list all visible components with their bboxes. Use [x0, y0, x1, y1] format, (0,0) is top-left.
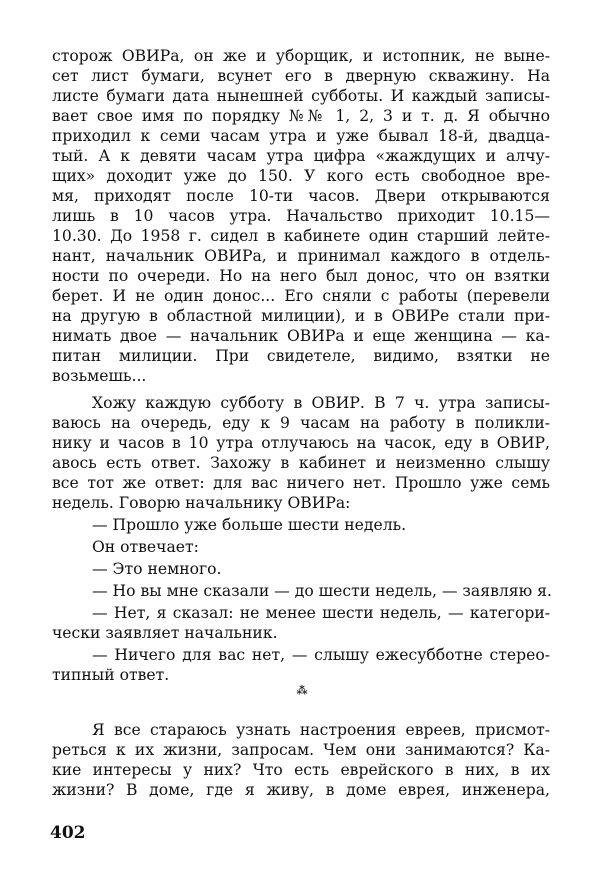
- text-line: Я все стараюсь узнать настроения евреев, присмот-: [92, 721, 550, 739]
- text-line: 10.30. До 1958 г. сидел в кабинете один старший лейте-: [52, 227, 550, 245]
- text-line: на другую в областной милиции), и в ОВИРе стали при-: [52, 307, 550, 325]
- text-line: тый. А к девяти часам утра цифра «жаждущих и алчу-: [52, 147, 550, 165]
- text-line: нику и часов в 10 утра отлучаюсь на часок, еду в ОВИР,: [52, 434, 550, 452]
- text-line: щих» доходит уже до 150. У кого есть свободное вре-: [52, 167, 550, 185]
- text-line: авось есть ответ. Захожу в кабинет и неизменно слышу: [52, 454, 550, 472]
- text-line: питан милиции. При свидетеле, видимо, взятки не: [52, 347, 550, 365]
- text-line: сет лист бумаги, всунет его в дверную скважину. На: [52, 67, 550, 85]
- text-line: Хожу каждую субботу в ОВИР. В 7 ч. утра записы-: [92, 394, 550, 412]
- page-number: 402: [50, 823, 86, 843]
- text-line: вает свое имя по порядку №№ 1, 2, 3 и т. д. Я обычно: [52, 107, 550, 125]
- text-line: ности по очереди. Но на него был донос, что он взятки: [52, 267, 550, 285]
- text-line: нант, начальник ОВИРа, и принимал каждого в отдель-: [52, 247, 550, 265]
- text-line: приходил к семи часам утра и уже бывал 18-й, двадца-: [52, 127, 550, 145]
- text-line: — Прошло уже больше шести недель.: [92, 516, 407, 534]
- text-line: листе бумаги дата нынешней субботы. И каждый записы-: [52, 87, 550, 105]
- text-line: типный ответ.: [52, 666, 170, 684]
- text-line: недель. Говорю начальнику ОВИРа:: [52, 494, 351, 512]
- text-line: сторож ОВИРа, он же и уборщик, и истопник, не выне-: [52, 47, 550, 65]
- text-line: Он отвечает:: [92, 538, 199, 556]
- text-line: — Но вы мне сказали — до шести недель, — заявляю я.: [92, 582, 552, 600]
- text-line: все тот же ответ: для вас ничего нет. Прошло уже семь: [52, 474, 550, 492]
- text-line: жизни? В доме, где я живу, в доме еврея, инженера,: [52, 781, 550, 799]
- text-line: лишь в 10 часов утра. Начальство приходит 10.15—: [52, 207, 550, 225]
- text-line: мя, приходят после 10-ти часов. Двери открываются: [52, 187, 550, 205]
- text-line: реться к их жизни, запросам. Чем они занимаются? Ка-: [52, 741, 550, 759]
- text-line: нимать двое — начальник ОВИРа и еще женщина — ка-: [52, 327, 550, 345]
- text-line: берет. И не один донос... Его сняли с работы (перевели: [52, 287, 550, 305]
- text-line: возьмешь...: [52, 367, 147, 385]
- text-line: — Нет, я сказал: не менее шести недель, — категори-: [92, 604, 550, 622]
- text-line: чески заявляет начальник.: [52, 624, 278, 642]
- text-line: ваюсь на очередь, еду к 9 часам на работу в поликли-: [52, 414, 550, 432]
- text-line: кие интересы у них? Что есть еврейского в них, в их: [52, 761, 550, 779]
- section-separator-icon: ⁂: [296, 684, 308, 697]
- text-line: — Это немного.: [92, 560, 222, 578]
- text-line: — Ничего для вас нет, — слышу ежесубботне стерео-: [92, 646, 550, 664]
